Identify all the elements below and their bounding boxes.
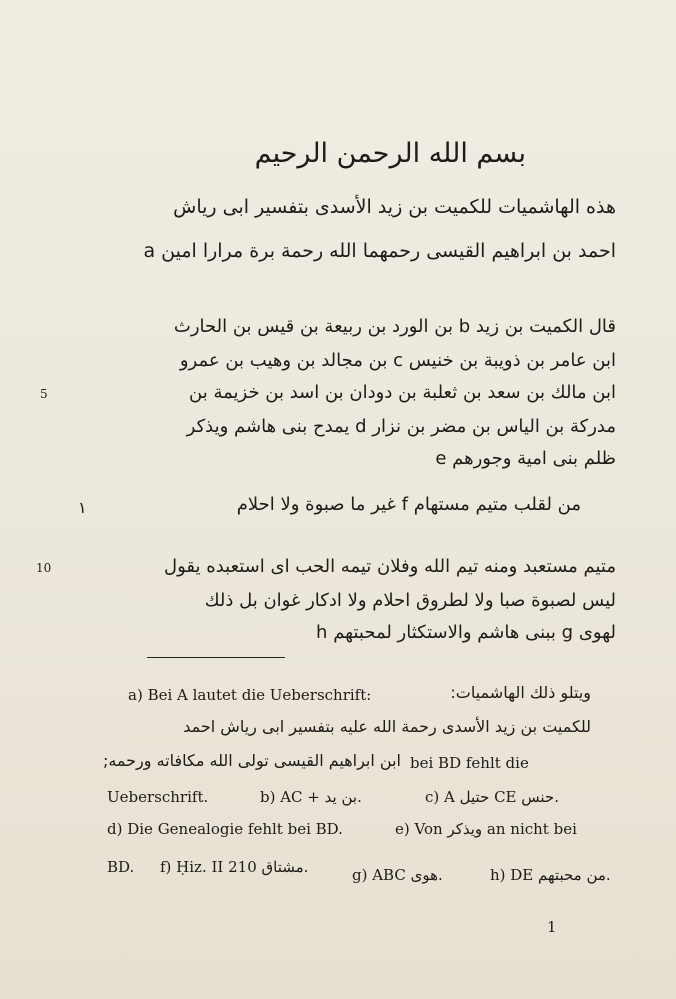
footnote-f: f) Ḥiz. II 210 مشتاق. bbox=[160, 858, 309, 876]
title-line-2: احمد بن ابراهيم القيسى رحمهما الله رحمة برة مرارا امين a bbox=[143, 240, 616, 262]
body-line-1: قال الكميت بن زيد b بن الورد بن ربيعة بن قيس بن الحارث bbox=[173, 316, 616, 337]
commentary-line-3: لهوى g ببنى هاشم والاستكثار لمحبتهم h bbox=[316, 622, 616, 643]
footnote-a-arabic-1: ويتلو ذلك الهاشميات: bbox=[450, 683, 591, 702]
footnote-a-arabic-3: ابن ابراهيم القيسى تولى الله مكافاته ورحمه; bbox=[102, 751, 401, 770]
footnote-divider bbox=[147, 657, 285, 658]
footnote-g: g) ABC هوى. bbox=[352, 866, 443, 884]
body-line-5: ظلم بنى امية وجورهم e bbox=[435, 448, 616, 469]
verse-text: من لقلب متيم مستهام f غير ما صبوة ولا احلام bbox=[236, 494, 581, 515]
footnote-e: e) Von ويذكر an nicht bei bbox=[395, 820, 577, 838]
footnote-a-prefix: a) Bei A lautet die Ueberschrift: bbox=[128, 686, 372, 704]
footnote-h: h) DE من محبتهم. bbox=[490, 866, 611, 884]
body-line-4: مدركة بن الياس بن مضر بن نزار d يمدح بنى هاشم ويذكر bbox=[186, 416, 616, 437]
title-line-1: هذه الهاشميات للكميت بن زيد الأسدى بتفسير ابى رياش bbox=[173, 196, 616, 218]
line-number-5: 5 bbox=[40, 387, 48, 401]
commentary-line-1: متيم مستعبد ومنه تيم الله وفلان تيمه الحب اى استعبده يقول bbox=[164, 556, 616, 577]
body-line-3: ابن مالك بن سعد بن ثعلبة بن دودان بن اسد بن خزيمة بن bbox=[189, 382, 616, 403]
verse-number: ١ bbox=[78, 498, 87, 517]
footnote-c: c) A حتيل CE حنس. bbox=[425, 788, 559, 806]
footnote-a-arabic-2: للكميت بن زيد الأسدى رحمة الله عليه بتفسير ابى رياش احمد bbox=[183, 717, 591, 736]
footnote-a-suffix: bei BD fehlt die bbox=[410, 754, 529, 772]
line-number-10: 10 bbox=[36, 561, 52, 575]
body-line-2: ابن عامر بن ذويبة بن خنيس c بن مجالد بن وهيب بن عمرو bbox=[179, 350, 616, 371]
footnote-d: d) Die Genealogie fehlt bei BD. bbox=[107, 820, 343, 838]
footnote-a-end: Ueberschrift. bbox=[107, 788, 209, 806]
footnote-b: b) AC + بن يد. bbox=[260, 788, 362, 806]
commentary-line-2: ليس لصبوة صبا ولا لطروق احلام ولا ادكار غوان بل ذلك bbox=[204, 590, 616, 611]
basmala-heading: بسم الله الرحمن الرحيم bbox=[254, 138, 526, 169]
page-number: 1 bbox=[547, 918, 557, 936]
footnote-e-end: BD. bbox=[107, 858, 135, 876]
